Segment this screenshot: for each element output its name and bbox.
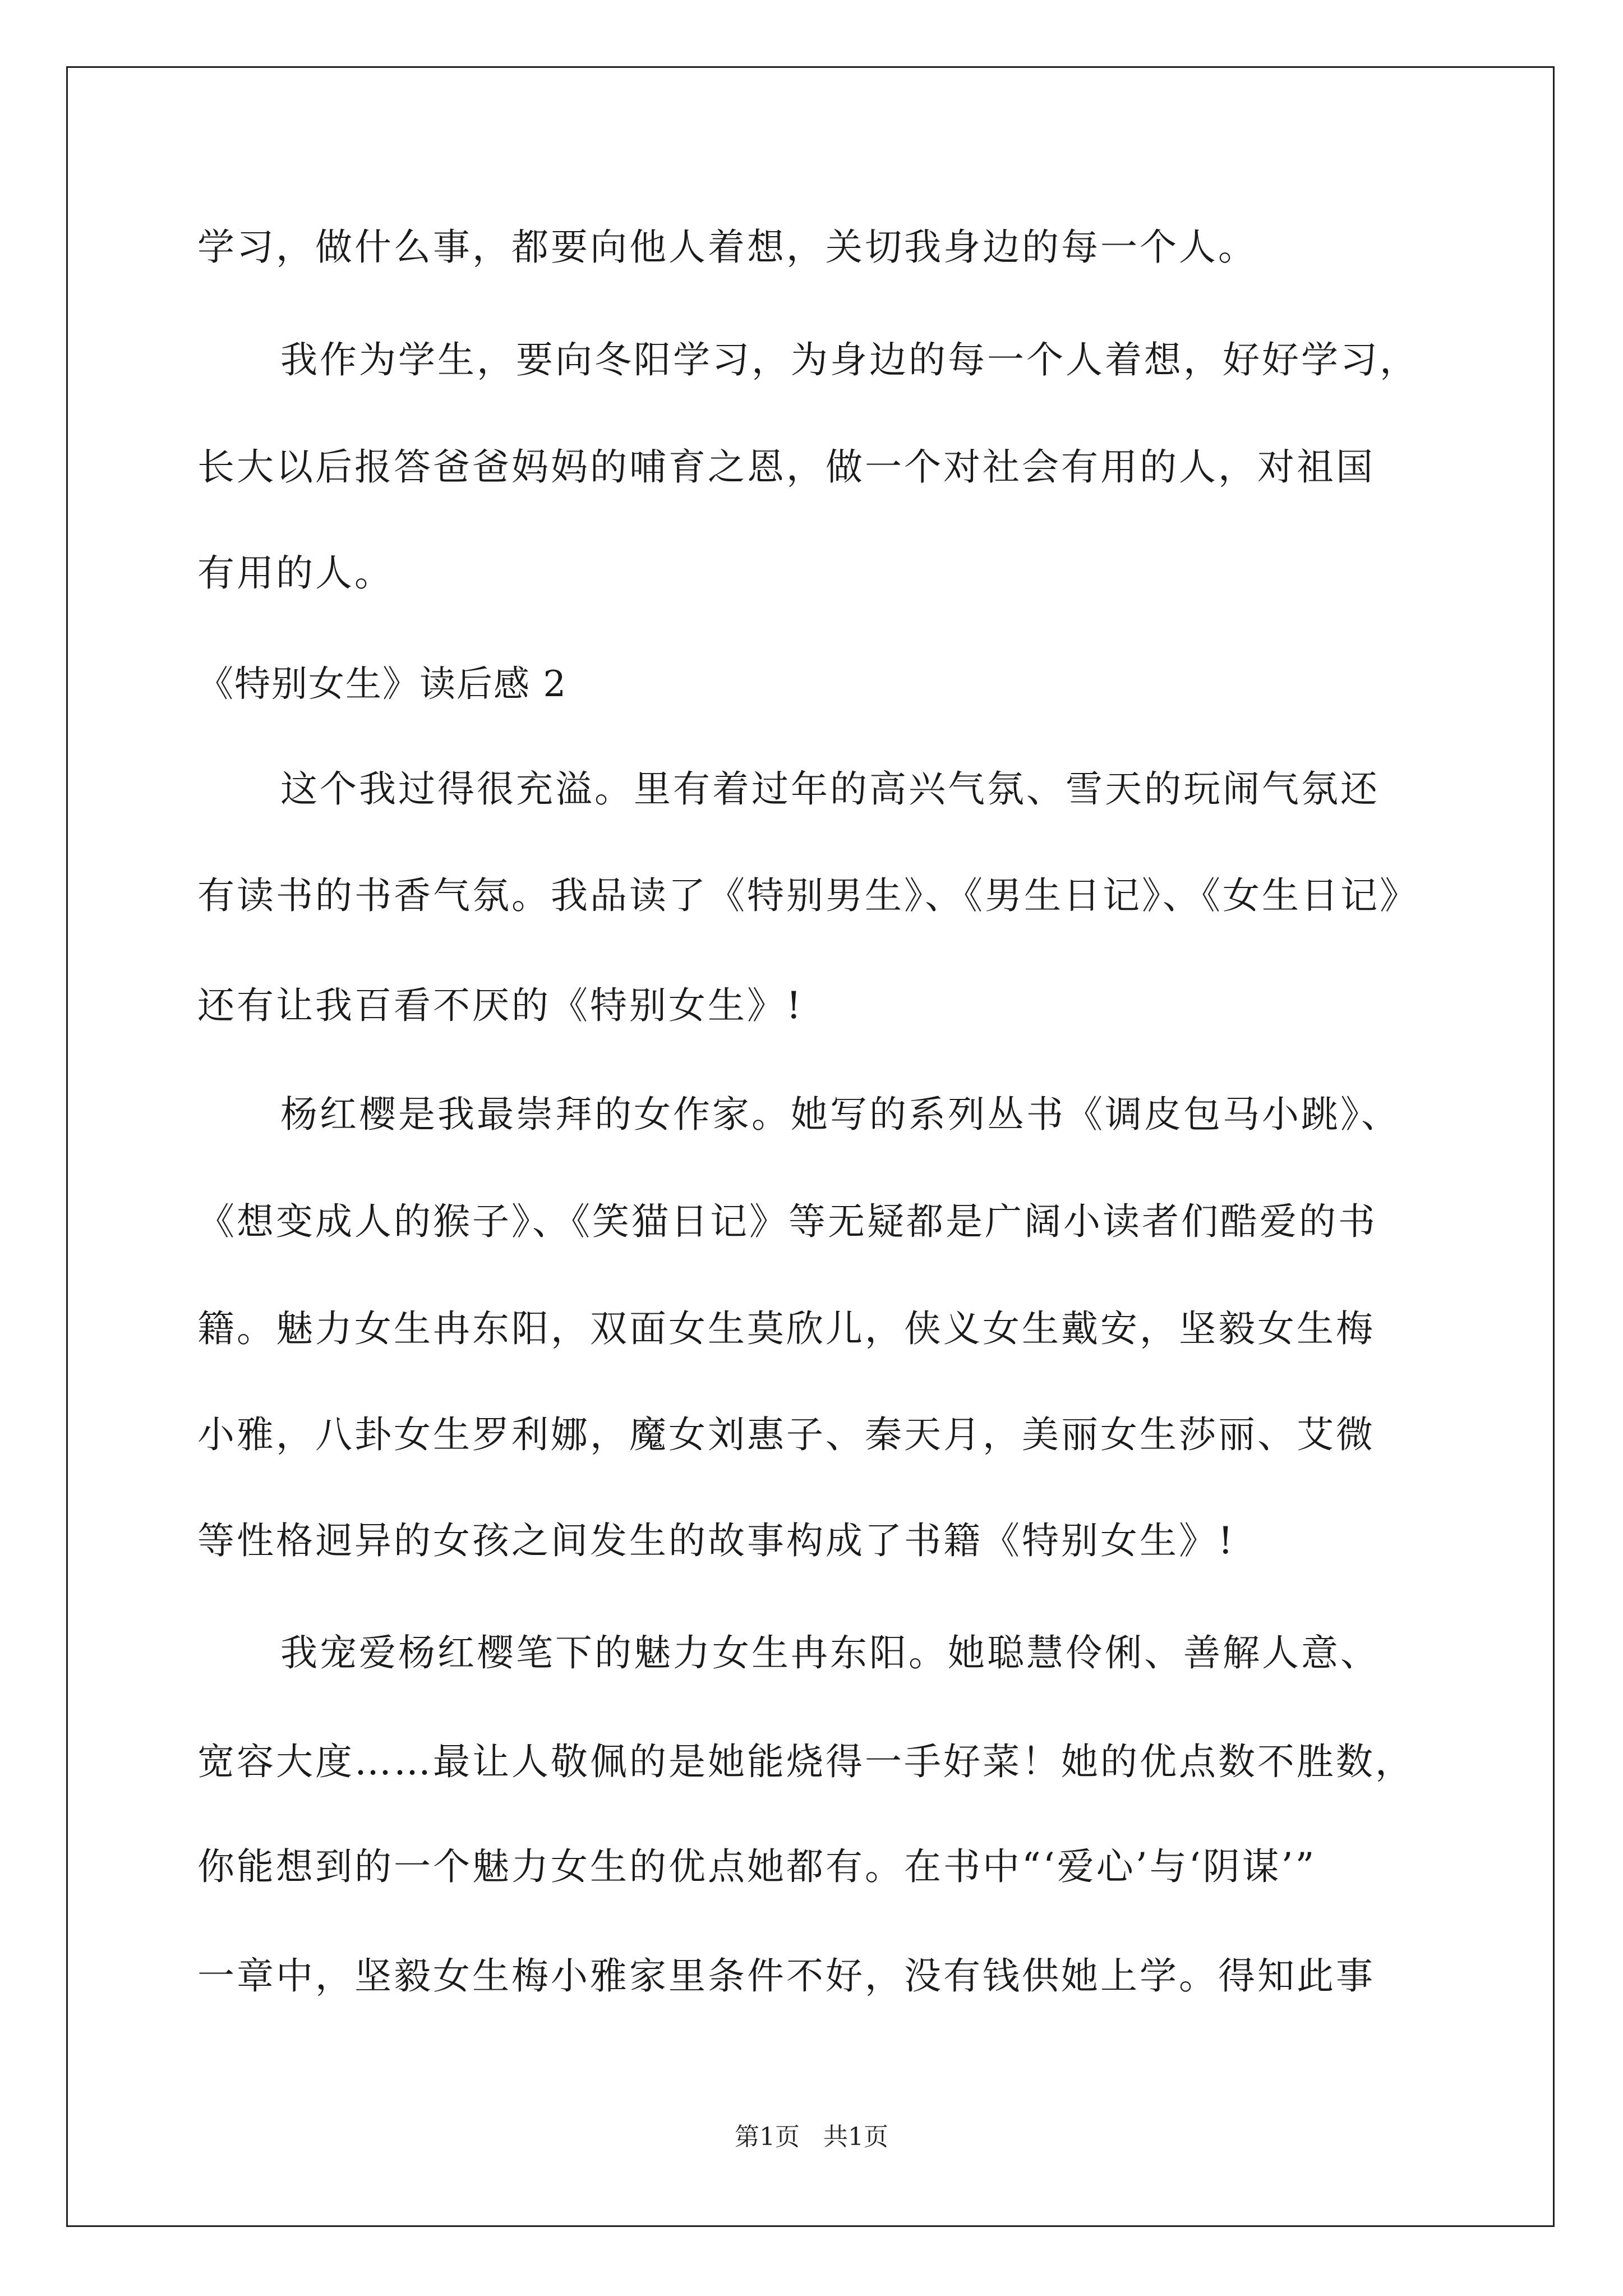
paragraph-line: 还有让我百看不厌的《特别女生》! (197, 984, 804, 1027)
paragraph-line: 有读书的书香气氛。我品读了《特别男生》、《男生日记》、《女生日记》 (197, 874, 1419, 917)
paragraph-line: 有用的人。 (197, 551, 394, 595)
paragraph-line: 这个我过得很充溢。里有着过年的高兴气氛、雪天的玩闹气氛还 (280, 767, 1380, 811)
paragraph-line: 《想变成人的猴子》、《笑猫日记》等无疑都是广阔小读者们酷爱的书 (197, 1200, 1377, 1243)
paragraph-line: 我宠爱杨红樱笔下的魅力女生冉东阳。她聪慧伶俐、善解人意、 (280, 1631, 1380, 1674)
paragraph-line: 一章中，坚毅女生梅小雅家里条件不好，没有钱供她上学。得知此事 (197, 1954, 1375, 1998)
paragraph-line: 学习，做什么事，都要向他人着想，关切我身边的每一个人。 (197, 226, 1257, 269)
paragraph-line: 我作为学生，要向冬阳学习，为身边的每一个人着想，好好学习， (280, 338, 1419, 381)
paragraph-line: 你能想到的一个魅力女生的优点她都有。在书中“‘爱心’与‘阴谋’” (197, 1845, 1317, 1888)
section-heading: 《特别女生》读后感 2 (197, 664, 568, 705)
paragraph-line: 籍。魅力女生冉东阳，双面女生莫欣儿，侠义女生戴安，坚毅女生梅 (197, 1307, 1375, 1350)
page-border (66, 66, 1555, 2227)
paragraph-line: 等性格迥异的女孩之间发生的故事构成了书籍《特别女生》! (197, 1519, 1235, 1562)
paragraph-line: 宽容大度……最让人敬佩的是她能烧得一手好菜！她的优点数不胜数， (197, 1740, 1414, 1783)
paragraph-line: 杨红樱是我最崇拜的女作家。她写的系列丛书《调皮包马小跳》、 (280, 1093, 1400, 1136)
page-footer: 第1页 共1页 (735, 2123, 888, 2151)
paragraph-line: 长大以后报答爸爸妈妈的哺育之恩，做一个对社会有用的人，对祖国 (197, 445, 1375, 489)
paragraph-line: 小雅，八卦女生罗利娜，魔女刘惠子、秦天月，美丽女生莎丽、艾微 (197, 1413, 1375, 1456)
